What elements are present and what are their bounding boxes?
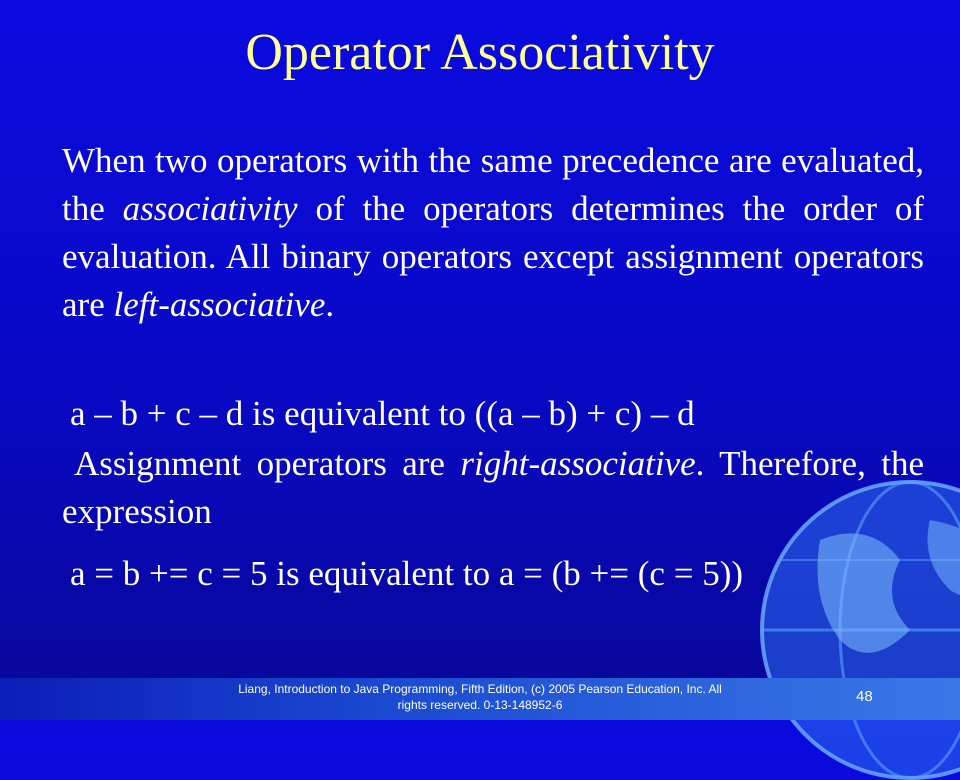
footer-line-1: Liang, Introduction to Java Programming, Fifth Edition, (c) 2005 Pearson Education, Inc. All — [238, 682, 722, 696]
paragraph1-text-1: When two operators with the same precedence are evaluated, the — [62, 141, 924, 228]
footer-copyright — [130, 681, 830, 713]
paragraph2-italic-right-associative: right-associative — [460, 444, 696, 483]
paragraph-assignment — [62, 440, 924, 536]
paragraph1-italic-associativity: associativity — [122, 189, 298, 228]
paragraph1-italic-left-associative: left-associative — [113, 285, 326, 324]
paragraph-associativity — [62, 137, 924, 329]
paragraph2-text-1: Assignment operators are — [74, 444, 461, 483]
example-left-associative: a – b + c – d is equivalent to ((a – b) + c) – d — [70, 394, 695, 433]
example-right-associative: a = b += c = 5 is equivalent to a = (b += (c = 5)) — [70, 554, 744, 593]
slide-title: Operator Associativity — [245, 24, 715, 81]
paragraph1-text-2: of the operators determines the order of evaluation. All binary operators except assignment operators are — [62, 189, 925, 324]
paragraph2-text-2: . Therefore, the expression — [62, 444, 924, 531]
footer-line-2: rights reserved. 0-13-148952-6 — [397, 698, 563, 712]
paragraph1-text-3: . — [325, 285, 335, 324]
page-number: 48 — [856, 688, 873, 705]
